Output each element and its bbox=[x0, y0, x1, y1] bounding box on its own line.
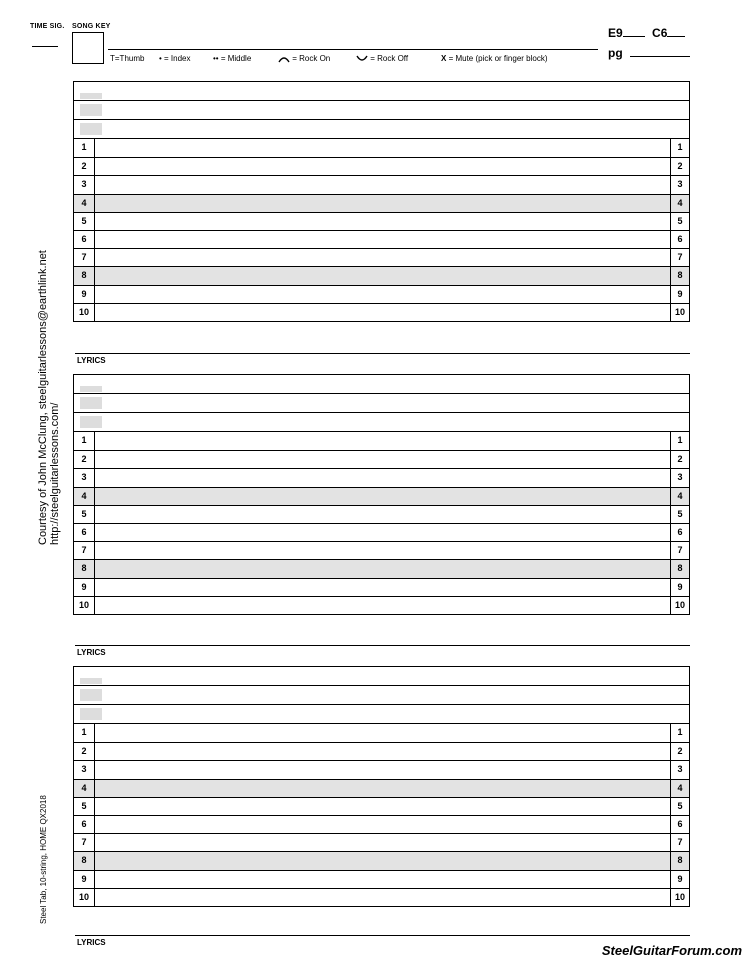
legend-rock-off: = Rock Off bbox=[356, 54, 408, 63]
string-number-left: 2 bbox=[74, 451, 95, 468]
string-row[interactable] bbox=[74, 487, 689, 505]
string-row[interactable] bbox=[74, 742, 689, 760]
string-number-right: 5 bbox=[670, 798, 689, 815]
string-number-left: 5 bbox=[74, 506, 95, 523]
string-number-right: 10 bbox=[670, 304, 689, 321]
footer-note: Steel Tab, 10-string, HOME QX2018 bbox=[39, 795, 48, 924]
string-number-left: 5 bbox=[74, 213, 95, 230]
string-number-left: 1 bbox=[74, 139, 95, 157]
string-row[interactable] bbox=[74, 760, 689, 778]
legend-thumb: T=Thumb bbox=[110, 54, 145, 63]
string-row[interactable] bbox=[74, 888, 689, 906]
string-number-left: 2 bbox=[74, 743, 95, 760]
string-row[interactable] bbox=[74, 523, 689, 541]
string-number-right: 5 bbox=[670, 213, 689, 230]
chord-row[interactable] bbox=[74, 375, 689, 394]
forum-watermark: SteelGuitarForum.com bbox=[601, 943, 742, 958]
string-row[interactable] bbox=[74, 230, 689, 248]
string-number-left: 7 bbox=[74, 542, 95, 559]
legend-middle: •• = Middle bbox=[213, 54, 252, 63]
string-row[interactable] bbox=[74, 139, 689, 157]
string-number-right: 4 bbox=[670, 780, 689, 797]
string-number-right: 3 bbox=[670, 761, 689, 778]
lyrics-line[interactable] bbox=[75, 935, 690, 936]
string-number-left: 6 bbox=[74, 231, 95, 248]
string-number-left: 8 bbox=[74, 852, 95, 869]
pedal-row[interactable] bbox=[74, 394, 689, 413]
dot-pattern-icon bbox=[80, 397, 102, 409]
string-number-left: 10 bbox=[74, 597, 95, 614]
song-key-label: SONG KEY bbox=[72, 23, 111, 30]
chord-row[interactable] bbox=[74, 82, 689, 101]
string-number-left: 2 bbox=[74, 158, 95, 175]
legend-mute: X = Mute (pick or finger block) bbox=[441, 54, 548, 63]
page-number-blank[interactable] bbox=[630, 56, 690, 57]
string-row[interactable] bbox=[74, 194, 689, 212]
string-row[interactable] bbox=[74, 505, 689, 523]
dot-pattern-icon bbox=[80, 386, 102, 392]
mute-icon: X bbox=[441, 54, 447, 63]
credit-line-2: http://steelguitarlessons.com/ bbox=[49, 402, 61, 545]
string-row[interactable] bbox=[74, 559, 689, 577]
page-label: pg bbox=[608, 46, 623, 60]
string-number-right: 7 bbox=[670, 249, 689, 266]
dot-pattern-icon bbox=[80, 123, 102, 135]
legend-index: • = Index bbox=[159, 54, 191, 63]
lyrics-line[interactable] bbox=[75, 353, 690, 354]
string-number-right: 1 bbox=[670, 724, 689, 742]
string-number-left: 9 bbox=[74, 871, 95, 888]
string-row[interactable] bbox=[74, 833, 689, 851]
technique-legend bbox=[110, 54, 600, 66]
dot-pattern-icon bbox=[80, 416, 102, 428]
string-number-left: 9 bbox=[74, 286, 95, 303]
lyrics-label: LYRICS bbox=[77, 938, 106, 947]
string-number-right: 1 bbox=[670, 432, 689, 450]
string-number-left: 1 bbox=[74, 432, 95, 450]
tuning-e9: E9 bbox=[608, 26, 623, 40]
string-number-left: 4 bbox=[74, 488, 95, 505]
string-number-left: 8 bbox=[74, 560, 95, 577]
string-number-left: 10 bbox=[74, 889, 95, 906]
string-number-right: 8 bbox=[670, 560, 689, 577]
dot-pattern-icon bbox=[80, 708, 102, 720]
lyrics-label: LYRICS bbox=[77, 648, 106, 657]
tuning-field bbox=[608, 26, 685, 40]
string-number-right: 9 bbox=[670, 871, 689, 888]
lyrics-label: LYRICS bbox=[77, 356, 106, 365]
string-row[interactable] bbox=[74, 175, 689, 193]
string-row[interactable] bbox=[74, 541, 689, 559]
string-row[interactable] bbox=[74, 724, 689, 742]
dot-pattern-icon bbox=[80, 689, 102, 701]
string-number-right: 10 bbox=[670, 889, 689, 906]
string-number-right: 6 bbox=[670, 816, 689, 833]
string-number-left: 8 bbox=[74, 267, 95, 284]
string-number-left: 4 bbox=[74, 195, 95, 212]
string-number-left: 7 bbox=[74, 834, 95, 851]
lyrics-line[interactable] bbox=[75, 645, 690, 646]
header-rule bbox=[108, 49, 598, 50]
string-row[interactable] bbox=[74, 815, 689, 833]
string-number-right: 10 bbox=[670, 597, 689, 614]
tab-staff[interactable] bbox=[73, 81, 690, 322]
string-number-left: 3 bbox=[74, 469, 95, 486]
lever-row[interactable] bbox=[74, 120, 689, 139]
pedal-row[interactable] bbox=[74, 101, 689, 120]
string-number-right: 9 bbox=[670, 579, 689, 596]
chord-row[interactable] bbox=[74, 667, 689, 686]
lever-row[interactable] bbox=[74, 413, 689, 432]
string-number-left: 4 bbox=[74, 780, 95, 797]
dot-pattern-icon bbox=[80, 104, 102, 116]
string-number-right: 6 bbox=[670, 524, 689, 541]
string-row[interactable] bbox=[74, 303, 689, 321]
string-number-right: 8 bbox=[670, 267, 689, 284]
string-row[interactable] bbox=[74, 432, 689, 450]
string-number-left: 6 bbox=[74, 816, 95, 833]
string-number-left: 10 bbox=[74, 304, 95, 321]
string-number-right: 2 bbox=[670, 743, 689, 760]
string-number-left: 6 bbox=[74, 524, 95, 541]
rock-off-icon bbox=[356, 55, 368, 63]
tab-staff[interactable] bbox=[73, 666, 690, 907]
string-number-right: 8 bbox=[670, 852, 689, 869]
string-row[interactable] bbox=[74, 596, 689, 614]
string-number-left: 9 bbox=[74, 579, 95, 596]
string-number-left: 3 bbox=[74, 176, 95, 193]
string-number-right: 2 bbox=[670, 158, 689, 175]
string-row[interactable] bbox=[74, 248, 689, 266]
string-number-right: 2 bbox=[670, 451, 689, 468]
string-number-right: 9 bbox=[670, 286, 689, 303]
string-row[interactable] bbox=[74, 212, 689, 230]
string-number-right: 5 bbox=[670, 506, 689, 523]
credit-text bbox=[37, 250, 61, 545]
string-row[interactable] bbox=[74, 578, 689, 596]
string-row[interactable] bbox=[74, 797, 689, 815]
string-number-right: 1 bbox=[670, 139, 689, 157]
string-number-right: 3 bbox=[670, 469, 689, 486]
string-row[interactable] bbox=[74, 851, 689, 869]
string-number-right: 7 bbox=[670, 542, 689, 559]
string-row[interactable] bbox=[74, 157, 689, 175]
dot-pattern-icon bbox=[80, 678, 102, 684]
string-row[interactable] bbox=[74, 266, 689, 284]
time-sig-blank[interactable] bbox=[32, 46, 58, 47]
time-sig-label: TIME SIG. bbox=[30, 23, 65, 30]
string-number-left: 1 bbox=[74, 724, 95, 742]
string-number-right: 6 bbox=[670, 231, 689, 248]
credit-line-1: Courtesy of John McClung, steelguitarlessons@earthlink.net bbox=[37, 250, 49, 545]
string-row[interactable] bbox=[74, 450, 689, 468]
page-number-field bbox=[608, 46, 690, 60]
tab-staff[interactable] bbox=[73, 374, 690, 615]
string-row[interactable] bbox=[74, 870, 689, 888]
string-number-right: 4 bbox=[670, 488, 689, 505]
song-key-box[interactable] bbox=[72, 32, 104, 64]
string-row[interactable] bbox=[74, 779, 689, 797]
lever-row[interactable] bbox=[74, 705, 689, 724]
pedal-row[interactable] bbox=[74, 686, 689, 705]
string-number-right: 4 bbox=[670, 195, 689, 212]
string-number-left: 3 bbox=[74, 761, 95, 778]
dot-pattern-icon bbox=[80, 93, 102, 99]
string-number-right: 7 bbox=[670, 834, 689, 851]
string-number-left: 7 bbox=[74, 249, 95, 266]
rock-on-icon bbox=[278, 55, 290, 63]
string-number-right: 3 bbox=[670, 176, 689, 193]
tuning-c6: C6 bbox=[652, 26, 668, 40]
string-row[interactable] bbox=[74, 468, 689, 486]
legend-rock-on: = Rock On bbox=[278, 54, 330, 63]
string-row[interactable] bbox=[74, 285, 689, 303]
string-number-left: 5 bbox=[74, 798, 95, 815]
